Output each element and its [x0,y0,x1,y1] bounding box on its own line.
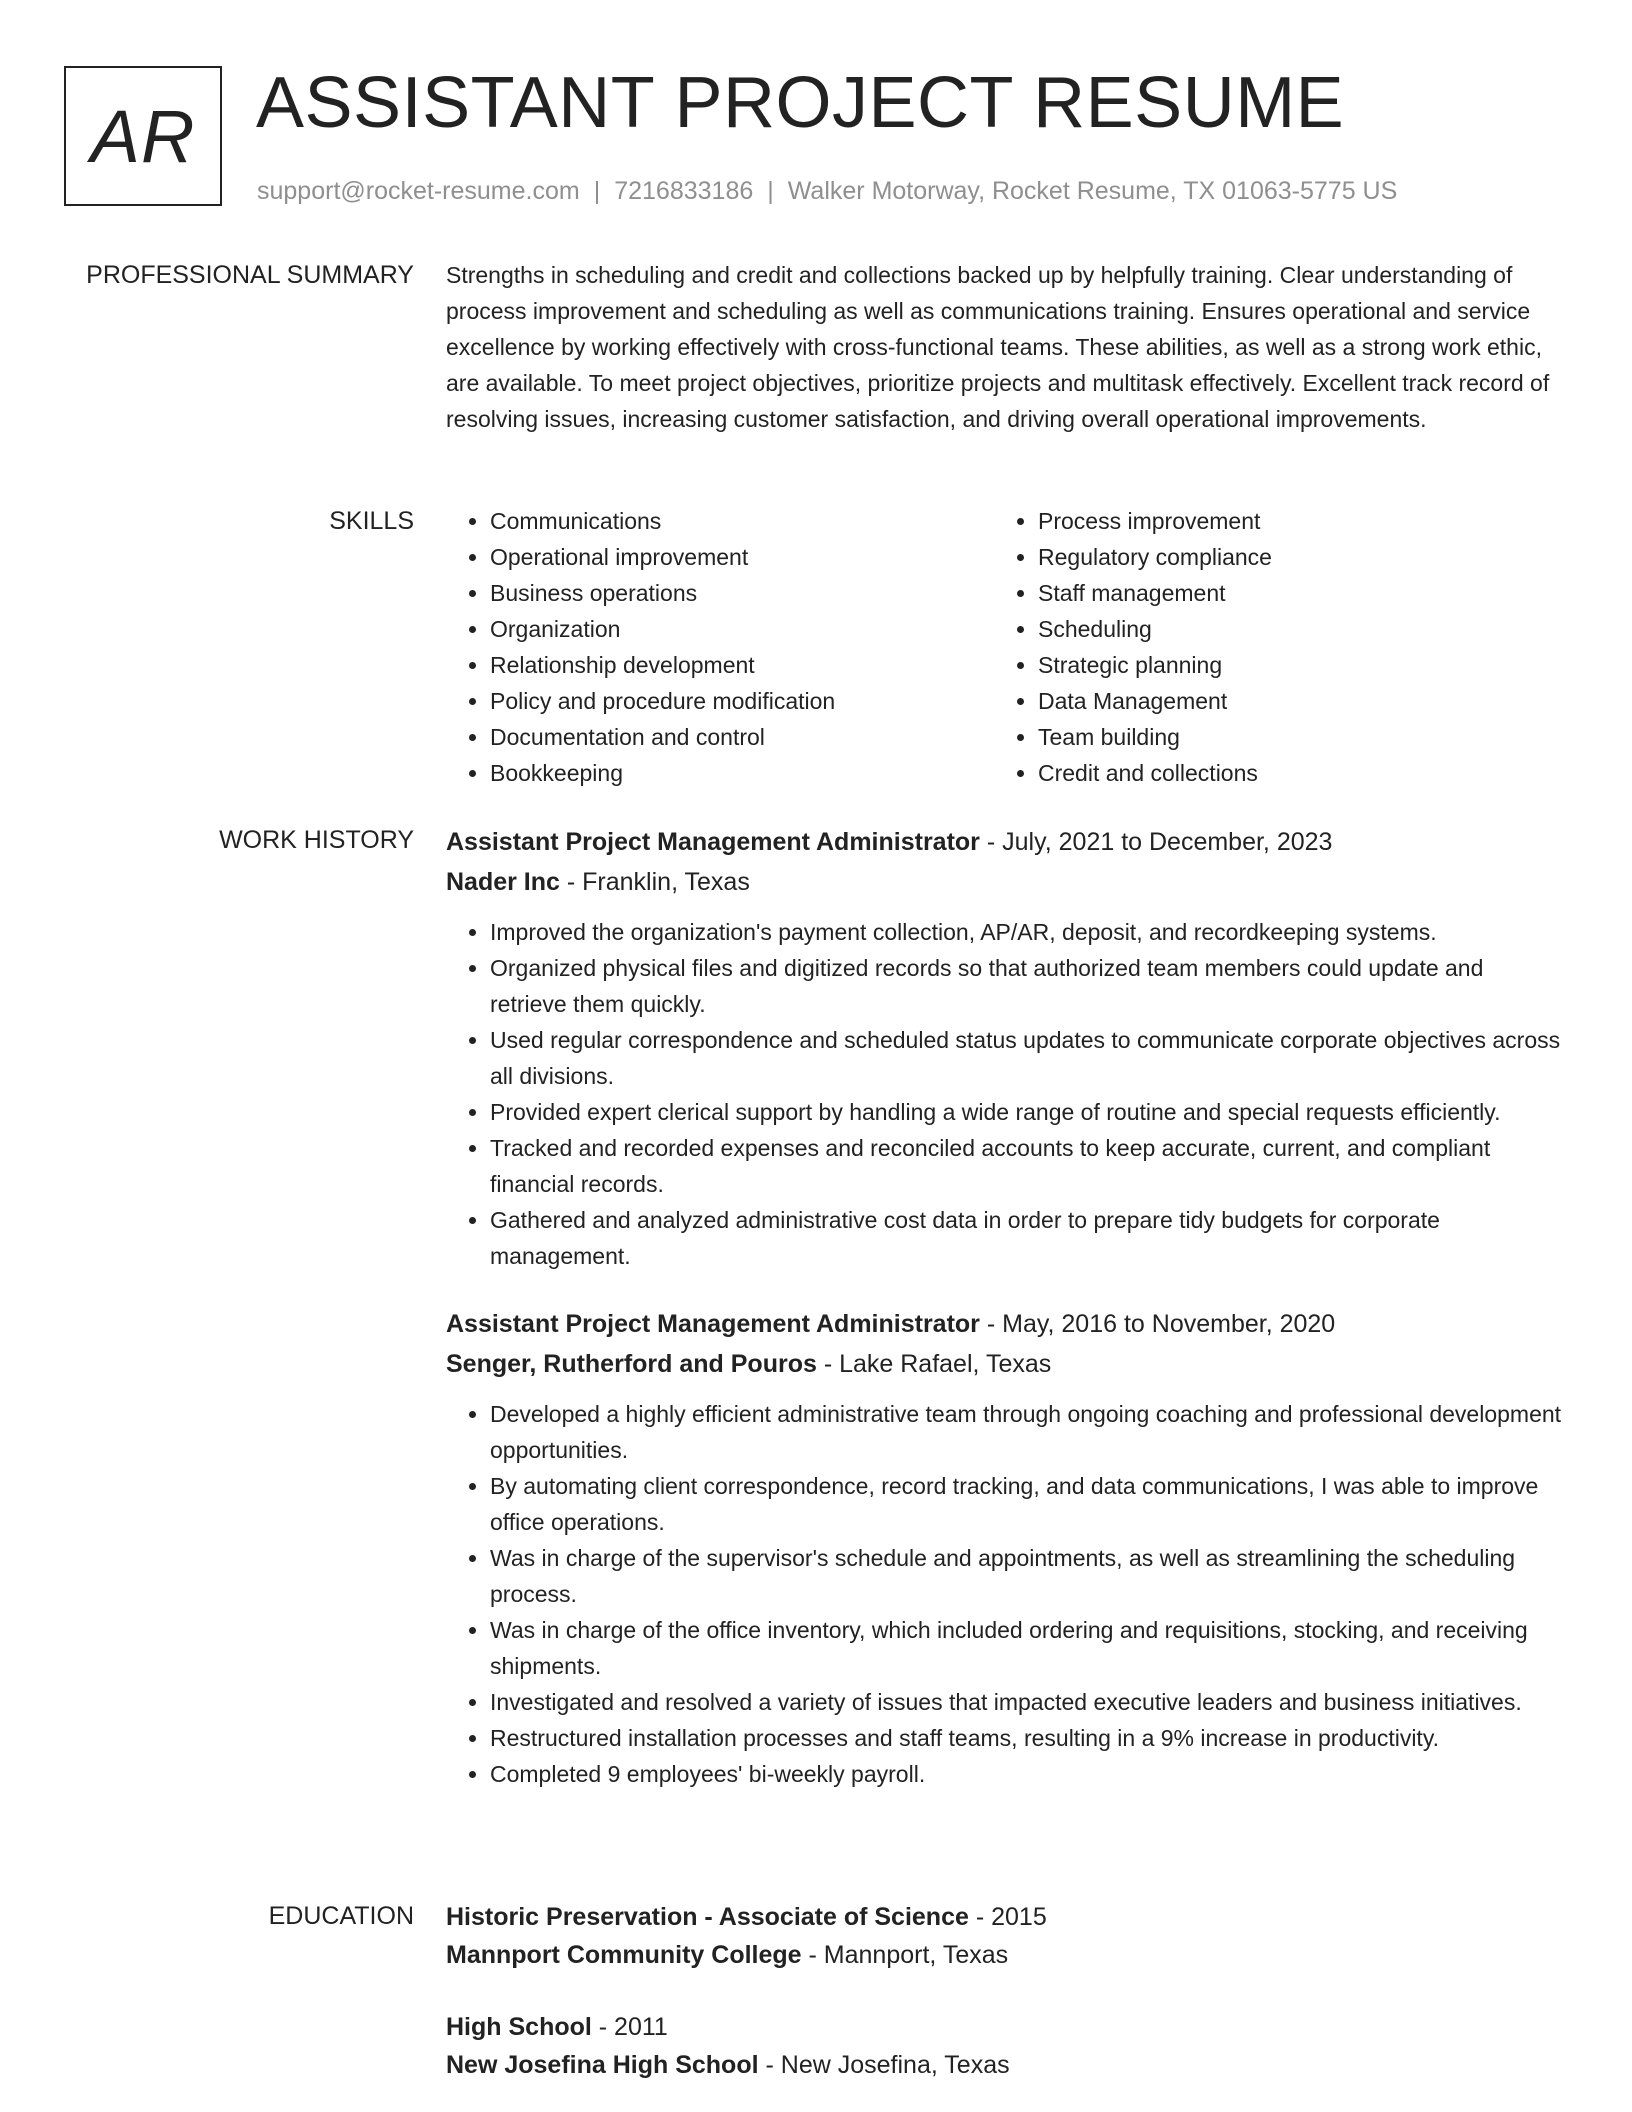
skill-item: • Communications [490,503,994,539]
job-company: Nader Inc [446,868,560,896]
job-dates: - July, 2021 to December, 2023 [979,828,1333,856]
contact-email[interactable]: support@rocket-resume.com [257,177,580,205]
skill-item: • Team building [1038,719,1542,755]
skill-item: • Regulatory compliance [1038,539,1542,575]
education-body [446,1898,1566,2084]
skill-item: • Bookkeeping [490,755,994,791]
contact-line [257,174,1397,208]
job-bullet: • Restructured installation processes and staff teams, resulting in a 9% increase in productivity. [490,1720,1566,1756]
summary-text: Strengths in scheduling and credit and collections backed up by helpfully training. Clear understanding of process improvement and scheduling as well as communications training. Ensures operational and service excellence by working effectively with cross-functional teams. These abilities, as well as a strong work ethic, are available. To meet project objectives, prioritize projects and multitask effectively. Excellent track record of resolving issues, increasing customer satisfaction, and driving overall operational improvements. [446,262,1550,432]
contact-phone[interactable]: 7216833186 [614,177,754,205]
education-school: New Josefina High School [446,2051,759,2079]
job-bullet: • Improved the organization's payment collection, AP/AR, deposit, and recordkeeping systems. [490,914,1566,950]
education-entry [446,1898,1566,1974]
job-company-line [446,1344,1566,1384]
skill-item: • Strategic planning [1038,647,1542,683]
job-bullet: • Used regular correspondence and scheduled status updates to communicate corporate objectives across all divisions. [490,1022,1566,1094]
job-bullet: • Provided expert clerical support by handling a wide range of routine and special requests efficiently. [490,1094,1566,1130]
section-heading-work-history: WORK HISTORY [219,826,414,854]
job-dates: - May, 2016 to November, 2020 [979,1310,1336,1338]
skills-body [446,503,1566,791]
section-heading-summary: PROFESSIONAL SUMMARY [86,261,414,289]
skill-item: • Process improvement [1038,503,1542,539]
job-bullet: • Gathered and analyzed administrative cost data in order to prepare tidy budgets for corporate management. [490,1202,1566,1274]
monogram-text: AR [90,94,196,178]
education-degree: Historic Preservation - Associate of Science [446,1903,969,1931]
summary-body [446,257,1566,437]
education-degree-line [446,1898,1566,1936]
job-location: - Franklin, Texas [559,868,750,896]
skill-item: • Policy and procedure modification [490,683,994,719]
job-entry [446,822,1566,1274]
job-bullets [446,1396,1566,1792]
skill-item: • Documentation and control [490,719,994,755]
monogram-badge [64,66,222,206]
education-year: - 2011 [591,2013,668,2041]
skill-item: • Relationship development [490,647,994,683]
education-year: - 2015 [968,1903,1047,1931]
education-school-line [446,2046,1566,2084]
skill-item: • Staff management [1038,575,1542,611]
section-heading-skills: SKILLS [329,507,414,535]
job-bullet: • Tracked and recorded expenses and reconciled accounts to keep accurate, current, and compliant financial records. [490,1130,1566,1202]
job-bullet: • Completed 9 employees' bi-weekly payroll. [490,1756,1566,1792]
job-bullet: • Was in charge of the supervisor's schedule and appointments, as well as streamlining the scheduling process. [490,1540,1566,1612]
skill-item: • Organization [490,611,994,647]
job-title-line [446,822,1566,862]
skill-item: • Credit and collections [1038,755,1542,791]
skill-item: • Operational improvement [490,539,994,575]
contact-separator: | [767,177,774,205]
job-location: - Lake Rafael, Texas [816,1350,1052,1378]
skills-list-left [446,503,994,791]
section-heading-education: EDUCATION [268,1902,414,1930]
job-bullet: • Investigated and resolved a variety of issues that impacted executive leaders and business initiatives. [490,1684,1566,1720]
contact-address: Walker Motorway, Rocket Resume, TX 01063-5775 US [787,177,1398,205]
job-bullets [446,914,1566,1274]
skill-item: • Scheduling [1038,611,1542,647]
education-location: - Mannport, Texas [801,1941,1009,1969]
job-company: Senger, Rutherford and Pouros [446,1350,817,1378]
job-title-line [446,1304,1566,1344]
skills-list-right [994,503,1542,791]
job-bullet: • Was in charge of the office inventory, which included ordering and requisitions, stocking, and receiving shipments. [490,1612,1566,1684]
education-school: Mannport Community College [446,1941,802,1969]
education-school-line [446,1936,1566,1974]
job-title: Assistant Project Management Administrator [446,828,980,856]
job-bullet: • By automating client correspondence, record tracking, and data communications, I was able to improve office operations. [490,1468,1566,1540]
resume-title: ASSISTANT PROJECT RESUME [256,63,1345,143]
job-company-line [446,862,1566,902]
job-entry [446,1304,1566,1792]
education-location: - New Josefina, Texas [758,2051,1010,2079]
skills-columns [446,503,1566,791]
skill-item: • Business operations [490,575,994,611]
work-history-body [446,822,1566,1792]
job-bullet: • Organized physical files and digitized records so that authorized team members could update and retrieve them quickly. [490,950,1566,1022]
education-entry [446,2008,1566,2084]
contact-separator: | [593,177,601,205]
skill-item: • Data Management [1038,683,1542,719]
job-bullet: • Developed a highly efficient administrative team through ongoing coaching and professional development opportunities. [490,1396,1566,1468]
education-degree-line [446,2008,1566,2046]
education-degree: High School [446,2013,592,2041]
job-title: Assistant Project Management Administrator [446,1310,980,1338]
